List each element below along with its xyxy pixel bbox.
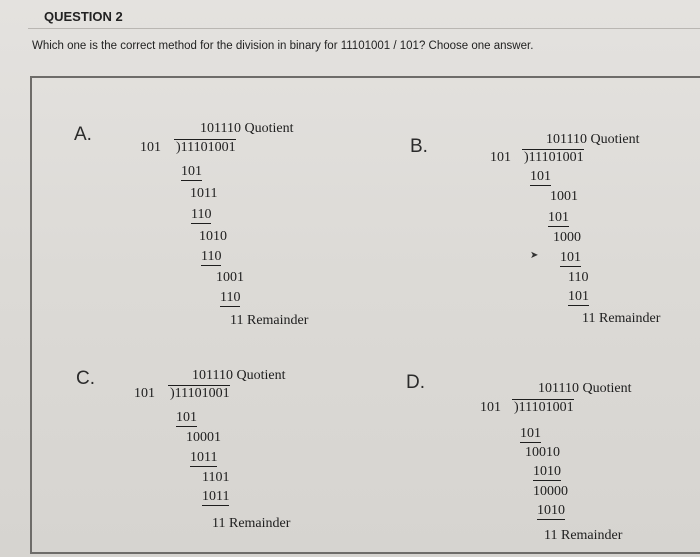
option-b-label[interactable]: B. xyxy=(410,136,428,157)
option-c-quotient: 101110 Quotient xyxy=(192,368,286,383)
option-c-dividend-text: )11101001 xyxy=(170,386,230,401)
option-c-step-3: 1011 xyxy=(190,450,218,465)
option-a-step-4: 1010 xyxy=(199,229,227,244)
option-b-step-6: 110 xyxy=(568,270,589,285)
option-b-step-3: 101 xyxy=(548,210,569,225)
option-d-step-2: 10010 xyxy=(525,445,560,460)
option-b-step-5: 101 xyxy=(560,250,581,265)
option-a-step-3: 110 xyxy=(191,207,212,222)
option-d-step-3: 1010 xyxy=(533,464,561,479)
option-d-quotient: 101110 Quotient xyxy=(538,381,632,396)
option-d-dividend xyxy=(512,399,574,416)
option-c-remainder: 11 Remainder xyxy=(212,516,291,531)
option-b-step-7: 101 xyxy=(568,289,589,304)
option-c-step-4: 1101 xyxy=(202,470,230,485)
option-b-quotient: 101110 Quotient xyxy=(546,132,640,147)
option-c-divisor: 101 xyxy=(134,386,155,401)
option-c-label[interactable]: C. xyxy=(76,368,95,389)
option-d-step-4: 10000 xyxy=(533,484,568,499)
option-a-label[interactable]: A. xyxy=(74,124,92,145)
option-c-step-2: 10001 xyxy=(186,430,221,445)
option-b-step-1: 101 xyxy=(530,169,551,184)
question-text: Which one is the correct method for the division in binary for 11101001 / 101? Choose one answer. xyxy=(32,40,534,52)
option-a-remainder: 11 Remainder xyxy=(230,313,309,328)
option-b-step-2: 1001 xyxy=(550,189,578,204)
option-b-dividend-text: )11101001 xyxy=(524,150,584,165)
title-divider xyxy=(28,28,700,29)
question-title: QUESTION 2 xyxy=(44,9,123,24)
option-b-divisor: 101 xyxy=(490,150,511,165)
option-a-dividend xyxy=(174,139,236,156)
option-a-step-7: 110 xyxy=(220,290,241,305)
option-b-step-4: 1000 xyxy=(553,230,581,245)
option-d-label[interactable]: D. xyxy=(406,372,425,393)
option-d-step-5: 1010 xyxy=(537,503,565,518)
cursor-arrow-icon: ➤ xyxy=(530,250,539,261)
option-a-step-6: 1001 xyxy=(216,270,244,285)
option-a-divisor: 101 xyxy=(140,140,161,155)
option-a-step-5: 110 xyxy=(201,249,222,264)
option-a-step-1: 101 xyxy=(181,164,202,179)
option-b-remainder: 11 Remainder xyxy=(582,311,661,326)
option-a-step-2: 1011 xyxy=(190,186,218,201)
option-d-dividend-text: )11101001 xyxy=(514,400,574,415)
option-d-step-1: 101 xyxy=(520,426,541,441)
option-a-quotient: 101110 Quotient xyxy=(200,121,294,136)
option-b-dividend xyxy=(522,149,584,166)
option-a-dividend-text: )11101001 xyxy=(176,140,236,155)
option-c-dividend xyxy=(168,385,230,402)
option-d-remainder: 11 Remainder xyxy=(544,528,623,543)
option-c-step-1: 101 xyxy=(176,410,197,425)
option-d-divisor: 101 xyxy=(480,400,501,415)
option-c-step-5: 1011 xyxy=(202,489,230,504)
